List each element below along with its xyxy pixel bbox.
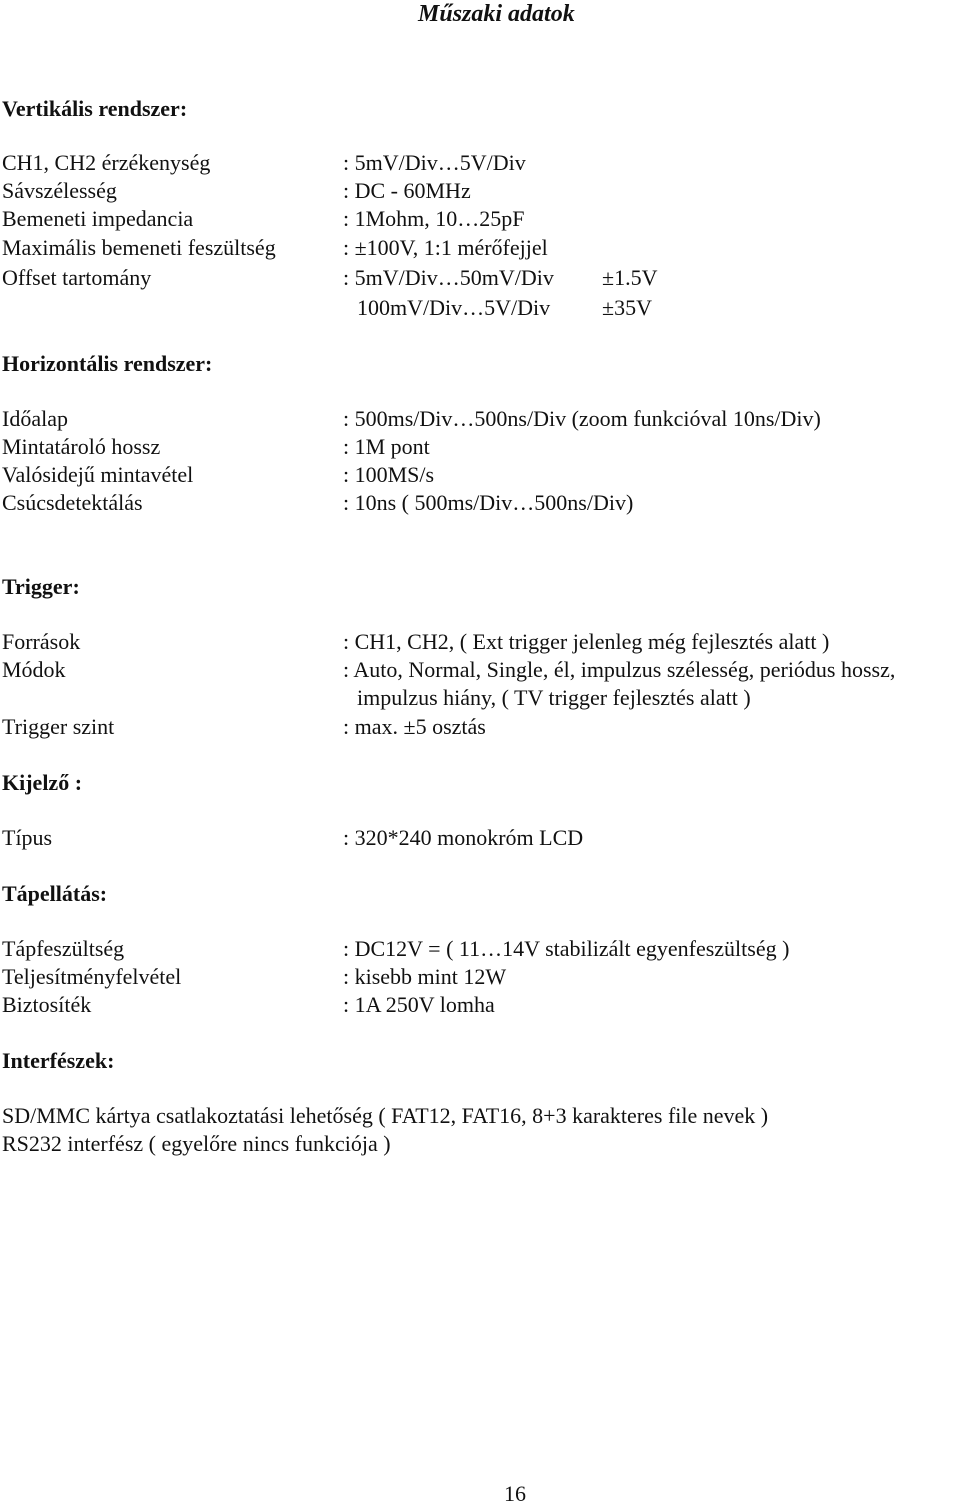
spec-label-fuse: Biztosíték — [2, 992, 92, 1017]
spec-value-trigger-modes-line2: impulzus hiány, ( TV trigger fejlesztés alatt ) — [357, 685, 751, 710]
spec-value-realtime-sampling: : 100MS/s — [343, 462, 435, 487]
spec-label-sensitivity: CH1, CH2 érzékenység — [2, 150, 211, 175]
spec-value-offset-range-line2: 100mV/Div…5V/Div — [357, 295, 551, 320]
spec-label-trigger-modes: Módok — [2, 657, 66, 682]
spec-value-trigger-level: : max. ±5 osztás — [343, 714, 486, 739]
spec-value-trigger-modes: : Auto, Normal, Single, él, impulzus szélesség, periódus hossz, — [343, 657, 896, 682]
section-heading-interfaces: Interfészek: — [2, 1048, 115, 1073]
spec-label-display-type: Típus — [2, 825, 53, 850]
spec-label-realtime-sampling: Valósidejű mintavétel — [2, 462, 194, 487]
spec-value-trigger-sources: : CH1, CH2, ( Ext trigger jelenleg még fejlesztés alatt ) — [343, 629, 830, 654]
interface-line-rs232: RS232 interfész ( egyelőre nincs funkciója ) — [2, 1131, 391, 1156]
interface-line-sdmmc: SD/MMC kártya csatlakoztatási lehetőség ( FAT12, FAT16, 8+3 karakteres file nevek ) — [2, 1103, 769, 1128]
spec-value-sensitivity: : 5mV/Div…5V/Div — [343, 150, 526, 175]
spec-value-offset-range-volts: ±1.5V — [602, 265, 658, 290]
spec-value-display-type: : 320*240 monokróm LCD — [343, 825, 584, 850]
spec-value-supply-voltage: : DC12V = ( 11…14V stabilizált egyenfeszültség ) — [343, 936, 790, 961]
spec-value-max-input-voltage: : ±100V, 1:1 mérőfejjel — [343, 235, 548, 260]
spec-label-trigger-sources: Források — [2, 629, 81, 654]
spec-value-fuse: : 1A 250V lomha — [343, 992, 495, 1017]
spec-label-offset-range: Offset tartomány — [2, 265, 152, 290]
spec-value-offset-range-line2-volts: ±35V — [602, 295, 652, 320]
section-heading-vertical: Vertikális rendszer: — [2, 96, 188, 121]
section-heading-power: Tápellátás: — [2, 881, 108, 906]
spec-value-timebase: : 500ms/Div…500ns/Div (zoom funkcióval 10ns/Div) — [343, 406, 821, 431]
spec-value-input-impedance: : 1Mohm, 10…25pF — [343, 206, 525, 231]
page-number: 16 — [504, 1481, 526, 1506]
spec-label-bandwidth: Sávszélesség — [2, 178, 117, 203]
section-heading-display: Kijelző : — [2, 770, 83, 795]
spec-value-memory-depth: : 1M pont — [343, 434, 430, 459]
spec-label-trigger-level: Trigger szint — [2, 714, 115, 739]
spec-value-offset-range: : 5mV/Div…50mV/Div — [343, 265, 554, 290]
spec-label-power-consumption: Teljesítményfelvétel — [2, 964, 182, 989]
spec-label-timebase: Időalap — [2, 406, 68, 431]
spec-label-max-input-voltage: Maximális bemeneti feszültség — [2, 235, 276, 260]
section-heading-horizontal: Horizontális rendszer: — [2, 351, 213, 376]
section-heading-trigger: Trigger: — [2, 574, 80, 599]
spec-label-memory-depth: Mintatároló hossz — [2, 434, 161, 459]
page-title: Műszaki adatok — [418, 1, 575, 27]
spec-label-supply-voltage: Tápfeszültség — [2, 936, 125, 961]
spec-label-peak-detect: Csúcsdetektálás — [2, 490, 143, 515]
spec-label-input-impedance: Bemeneti impedancia — [2, 206, 194, 231]
spec-value-bandwidth: : DC - 60MHz — [343, 178, 471, 203]
spec-value-peak-detect: : 10ns ( 500ms/Div…500ns/Div) — [343, 490, 634, 515]
spec-value-power-consumption: : kisebb mint 12W — [343, 964, 507, 989]
